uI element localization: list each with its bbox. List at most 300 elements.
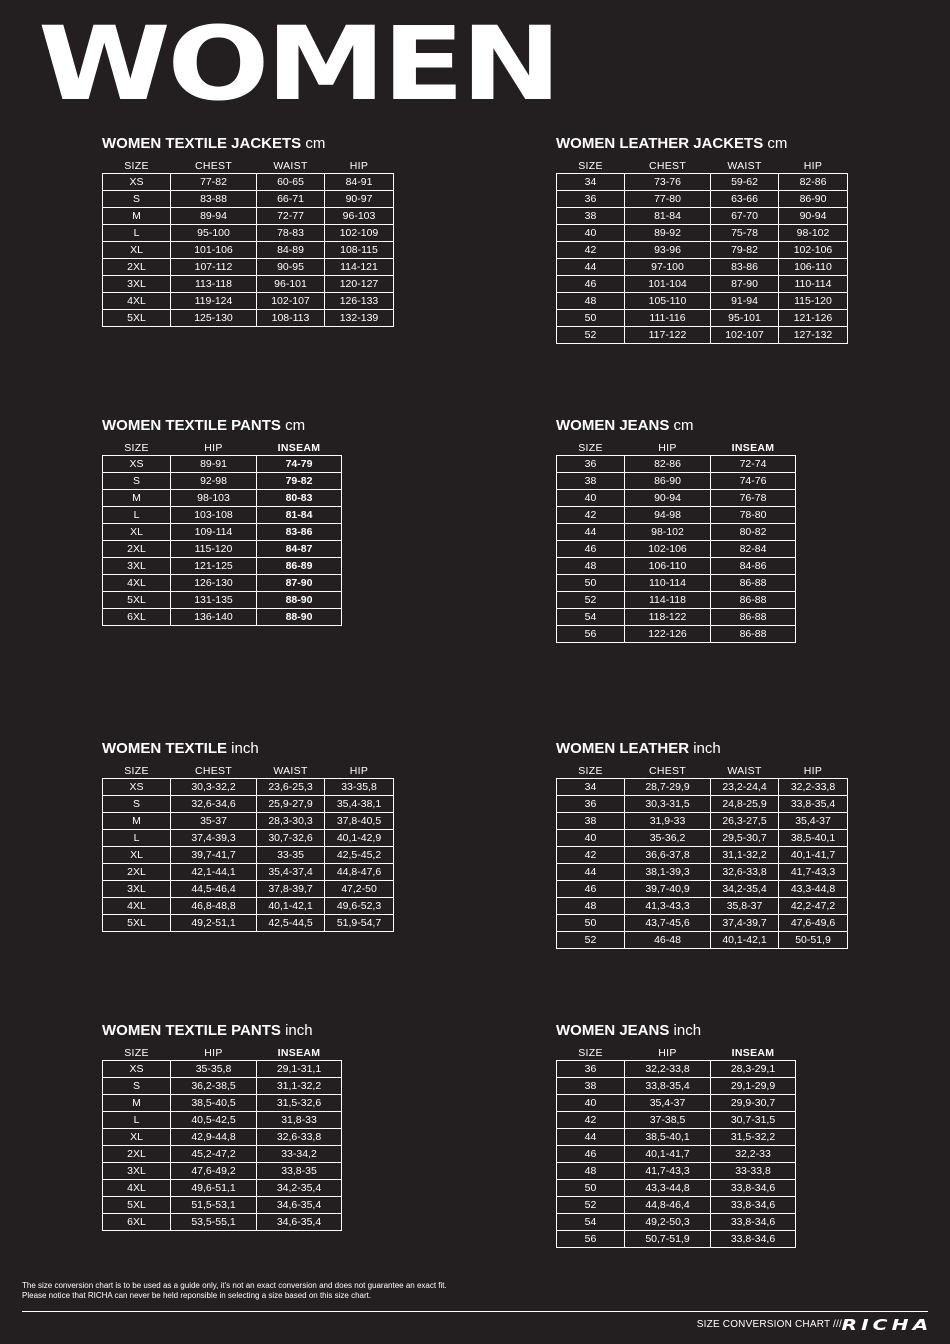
table-cell: 111-116 xyxy=(625,310,711,327)
table-cell: 33,8-34,6 xyxy=(711,1180,796,1197)
table-cell: 33,8-35,4 xyxy=(779,796,848,813)
table-cell: 41,7-43,3 xyxy=(625,1163,711,1180)
table-cell: 89-91 xyxy=(171,456,257,473)
table-cell: 86-88 xyxy=(711,575,796,592)
column-header: WAIST xyxy=(273,764,308,777)
size-table xyxy=(556,763,848,949)
column-header: SIZE xyxy=(124,441,149,454)
table-row xyxy=(557,575,796,592)
table-cell: 84-89 xyxy=(257,242,325,259)
section-title: WOMEN TEXTILE PANTS inch xyxy=(102,1022,313,1039)
table-cell: 34 xyxy=(557,174,625,191)
table-cell: 106-110 xyxy=(625,558,711,575)
table-cell: 40,1-41,7 xyxy=(779,847,848,864)
section-title: WOMEN JEANS inch xyxy=(556,1022,702,1039)
table-cell: 42 xyxy=(557,242,625,259)
table-cell: 38,5-40,1 xyxy=(625,1129,711,1146)
table-row xyxy=(103,575,342,592)
column-header: HIP xyxy=(204,1046,223,1059)
table-cell: 126-130 xyxy=(171,575,257,592)
table-row xyxy=(103,864,394,881)
table-cell: 25,9-27,9 xyxy=(257,796,325,813)
table-cell: 44 xyxy=(557,524,625,541)
table-cell: 102-107 xyxy=(711,327,779,344)
table-row xyxy=(557,796,848,813)
table-cell: 49,6-51,1 xyxy=(171,1180,257,1197)
table-cell: 43,3-44,8 xyxy=(625,1180,711,1197)
table-cell: 53,5-55,1 xyxy=(171,1214,257,1231)
table-cell: 136-140 xyxy=(171,609,257,626)
table-cell: 50 xyxy=(557,1180,625,1197)
column-header: CHEST xyxy=(194,764,233,777)
table-row xyxy=(557,813,848,830)
table-row xyxy=(103,1061,342,1078)
table-row xyxy=(103,881,394,898)
table-cell: 35,4-37,4 xyxy=(257,864,325,881)
table-row xyxy=(103,915,394,932)
table-row xyxy=(557,1231,796,1248)
table-cell: S xyxy=(103,473,171,490)
table-cell: 38,5-40,1 xyxy=(779,830,848,847)
table-row xyxy=(557,524,796,541)
table-cell: 90-97 xyxy=(325,191,394,208)
table-cell: 84-87 xyxy=(257,541,342,558)
table-cell: 35,4-37 xyxy=(779,813,848,830)
table-cell: 33,8-35 xyxy=(257,1163,342,1180)
table-cell: 4XL xyxy=(103,293,171,310)
table-cell: 89-94 xyxy=(171,208,257,225)
table-cell: XS xyxy=(103,174,171,191)
table-row xyxy=(103,1078,342,1095)
table-cell: 34,6-35,4 xyxy=(257,1197,342,1214)
table-cell: 101-106 xyxy=(171,242,257,259)
table-row xyxy=(557,1129,796,1146)
table-cell: 78-80 xyxy=(711,507,796,524)
section-title: WOMEN LEATHER inch xyxy=(556,740,721,757)
textile-inch-section xyxy=(102,740,394,932)
table-row xyxy=(557,898,848,915)
leather-inch-section xyxy=(556,740,848,949)
table-cell: 102-107 xyxy=(257,293,325,310)
table-cell: 75-78 xyxy=(711,225,779,242)
table-cell: 73-76 xyxy=(625,174,711,191)
table-row xyxy=(103,1163,342,1180)
table-cell: 31,1-32,2 xyxy=(711,847,779,864)
table-cell: 37,8-39,7 xyxy=(257,881,325,898)
table-cell: M xyxy=(103,813,171,830)
table-cell: 45,2-47,2 xyxy=(171,1146,257,1163)
section-title: WOMEN TEXTILE PANTS cm xyxy=(102,417,306,434)
table-row xyxy=(103,813,394,830)
table-cell: 6XL xyxy=(103,609,171,626)
table-cell: 2XL xyxy=(103,259,171,276)
table-cell: 59-62 xyxy=(711,174,779,191)
table-cell: 110-114 xyxy=(625,575,711,592)
table-cell: XS xyxy=(103,456,171,473)
table-cell: 35,8-37 xyxy=(711,898,779,915)
table-cell: 110-114 xyxy=(779,276,848,293)
table-cell: 33-35,8 xyxy=(325,779,394,796)
table-cell: 47,2-50 xyxy=(325,881,394,898)
table-cell: 103-108 xyxy=(171,507,257,524)
table-cell: 34,6-35,4 xyxy=(257,1214,342,1231)
table-cell: 82-86 xyxy=(625,456,711,473)
table-cell: 117-122 xyxy=(625,327,711,344)
table-cell: 121-126 xyxy=(779,310,848,327)
table-cell: 29,9-30,7 xyxy=(711,1095,796,1112)
table-row xyxy=(557,830,848,847)
table-cell: 40,1-41,7 xyxy=(625,1146,711,1163)
column-header: INSEAM xyxy=(731,441,775,454)
table-cell: 47,6-49,2 xyxy=(171,1163,257,1180)
table-cell: 28,3-30,3 xyxy=(257,813,325,830)
table-cell: 2XL xyxy=(103,541,171,558)
table-row xyxy=(557,1078,796,1095)
table-cell: 63-66 xyxy=(711,191,779,208)
disclaimer-line: The size conversion chart is to be used as a guide only, it's not an exact conversion and does not guarantee an exact fit. xyxy=(22,1281,447,1290)
table-cell: 23,6-25,3 xyxy=(257,779,325,796)
column-header: CHEST xyxy=(648,159,687,172)
table-row xyxy=(103,507,342,524)
table-cell: 102-106 xyxy=(625,541,711,558)
table-row xyxy=(103,558,342,575)
section-title: WOMEN LEATHER JACKETS cm xyxy=(556,135,788,152)
table-cell: 33-35 xyxy=(257,847,325,864)
table-cell: 31,5-32,2 xyxy=(711,1129,796,1146)
table-row xyxy=(557,864,848,881)
leather-jackets-cm-section xyxy=(556,135,848,344)
table-row xyxy=(103,225,394,242)
column-header: HIP xyxy=(803,159,823,172)
table-cell: 90-95 xyxy=(257,259,325,276)
table-row xyxy=(103,208,394,225)
table-row xyxy=(557,276,848,293)
table-row xyxy=(557,208,848,225)
column-header: CHEST xyxy=(194,159,233,172)
size-table xyxy=(102,440,342,626)
table-row xyxy=(557,592,796,609)
textile-pants-cm-section xyxy=(102,417,342,626)
table-cell: 23,2-24,4 xyxy=(711,779,779,796)
table-cell: 35-36,2 xyxy=(625,830,711,847)
table-cell: 36 xyxy=(557,1061,625,1078)
table-cell: 40,1-42,9 xyxy=(325,830,394,847)
table-cell: 86-88 xyxy=(711,609,796,626)
table-cell: 96-103 xyxy=(325,208,394,225)
size-table xyxy=(556,158,848,344)
table-cell: 2XL xyxy=(103,864,171,881)
table-row xyxy=(557,881,848,898)
table-cell: 72-74 xyxy=(711,456,796,473)
table-cell: 28,3-29,1 xyxy=(711,1061,796,1078)
table-cell: 46 xyxy=(557,276,625,293)
table-cell: 5XL xyxy=(103,592,171,609)
table-cell: 33,8-34,6 xyxy=(711,1231,796,1248)
table-row xyxy=(103,174,394,191)
table-cell: 76-78 xyxy=(711,490,796,507)
column-header: SIZE xyxy=(578,159,603,172)
table-cell: 77-80 xyxy=(625,191,711,208)
size-table xyxy=(102,1045,342,1231)
column-header: CHEST xyxy=(648,764,687,777)
table-cell: 38 xyxy=(557,813,625,830)
column-header: HIP xyxy=(349,159,369,172)
table-cell: 40 xyxy=(557,225,625,242)
column-header: SIZE xyxy=(124,764,149,777)
textile-jackets-cm-section xyxy=(102,135,394,327)
table-cell: 109-114 xyxy=(171,524,257,541)
table-cell: 66-71 xyxy=(257,191,325,208)
table-row xyxy=(103,490,342,507)
table-cell: 36 xyxy=(557,191,625,208)
column-header: HIP xyxy=(658,1046,677,1059)
table-cell: 32,2-33 xyxy=(711,1146,796,1163)
table-cell: 31,9-33 xyxy=(625,813,711,830)
table-cell: 79-82 xyxy=(711,242,779,259)
table-cell: 5XL xyxy=(103,310,171,327)
table-row xyxy=(557,174,848,191)
table-cell: M xyxy=(103,1095,171,1112)
table-cell: 82-84 xyxy=(711,541,796,558)
table-cell: 119-124 xyxy=(171,293,257,310)
table-row xyxy=(103,191,394,208)
disclaimer-line: Please notice that RICHA can never be held reponsible in selecting a size based on this size chart. xyxy=(22,1291,372,1300)
table-cell: 87-90 xyxy=(711,276,779,293)
table-cell: M xyxy=(103,208,171,225)
table-cell: 33,8-35,4 xyxy=(625,1078,711,1095)
table-cell: 36,2-38,5 xyxy=(171,1078,257,1095)
table-cell: 37-38,5 xyxy=(625,1112,711,1129)
table-cell: 84-86 xyxy=(711,558,796,575)
table-row xyxy=(557,779,848,796)
table-row xyxy=(557,1163,796,1180)
table-cell: 34,2-35,4 xyxy=(257,1180,342,1197)
table-cell: 47,6-49,6 xyxy=(779,915,848,932)
table-cell: 42,9-44,8 xyxy=(171,1129,257,1146)
table-cell: 42 xyxy=(557,507,625,524)
table-cell: 40 xyxy=(557,490,625,507)
table-cell: 46 xyxy=(557,541,625,558)
table-cell: 86-88 xyxy=(711,592,796,609)
table-cell: 43,3-44,8 xyxy=(779,881,848,898)
richa-logo: RICHA xyxy=(841,1316,932,1334)
table-cell: 54 xyxy=(557,609,625,626)
table-cell: 95-101 xyxy=(711,310,779,327)
table-cell: 6XL xyxy=(103,1214,171,1231)
table-cell: 5XL xyxy=(103,915,171,932)
table-row xyxy=(557,626,796,643)
table-cell: 38 xyxy=(557,473,625,490)
table-cell: 40,5-42,5 xyxy=(171,1112,257,1129)
table-cell: 29,1-31,1 xyxy=(257,1061,342,1078)
table-row xyxy=(557,310,848,327)
table-cell: 86-90 xyxy=(779,191,848,208)
table-row xyxy=(103,242,394,259)
table-cell: 48 xyxy=(557,293,625,310)
size-table xyxy=(556,1045,796,1248)
table-cell: 131-135 xyxy=(171,592,257,609)
table-row xyxy=(103,1112,342,1129)
table-cell: 90-94 xyxy=(779,208,848,225)
table-cell: 26,3-27,5 xyxy=(711,813,779,830)
table-cell: 34,2-35,4 xyxy=(711,881,779,898)
table-cell: 37,4-39,7 xyxy=(711,915,779,932)
column-header: WAIST xyxy=(273,159,308,172)
table-row xyxy=(557,847,848,864)
table-cell: 24,8-25,9 xyxy=(711,796,779,813)
table-cell: XS xyxy=(103,779,171,796)
table-cell: 88-90 xyxy=(257,592,342,609)
table-cell: 83-86 xyxy=(257,524,342,541)
table-row xyxy=(103,1197,342,1214)
table-cell: 36,6-37,8 xyxy=(625,847,711,864)
table-cell: 31,5-32,6 xyxy=(257,1095,342,1112)
table-row xyxy=(103,524,342,541)
table-cell: 98-103 xyxy=(171,490,257,507)
column-header: SIZE xyxy=(578,764,603,777)
table-cell: 32,2-33,8 xyxy=(625,1061,711,1078)
table-cell: 37,8-40,5 xyxy=(325,813,394,830)
table-cell: 30,3-32,2 xyxy=(171,779,257,796)
table-cell: 37,4-39,3 xyxy=(171,830,257,847)
table-cell: 118-122 xyxy=(625,609,711,626)
table-cell: 98-102 xyxy=(779,225,848,242)
column-header: INSEAM xyxy=(277,441,321,454)
table-cell: 4XL xyxy=(103,575,171,592)
table-row xyxy=(103,796,394,813)
table-cell: 114-121 xyxy=(325,259,394,276)
table-cell: 3XL xyxy=(103,558,171,575)
table-cell: 42,5-44,5 xyxy=(257,915,325,932)
table-cell: L xyxy=(103,225,171,242)
table-cell: 87-90 xyxy=(257,575,342,592)
table-cell: 38,1-39,3 xyxy=(625,864,711,881)
table-row xyxy=(557,1214,796,1231)
table-row xyxy=(557,915,848,932)
table-cell: 35,4-38,1 xyxy=(325,796,394,813)
table-row xyxy=(557,490,796,507)
table-cell: 50,7-51,9 xyxy=(625,1231,711,1248)
table-cell: 51,5-53,1 xyxy=(171,1197,257,1214)
table-cell: 132-139 xyxy=(325,310,394,327)
table-row xyxy=(103,473,342,490)
table-cell: 108-113 xyxy=(257,310,325,327)
table-row xyxy=(557,932,848,949)
table-cell: 30,3-31,5 xyxy=(625,796,711,813)
table-cell: 34 xyxy=(557,779,625,796)
table-cell: 44 xyxy=(557,1129,625,1146)
table-cell: 42 xyxy=(557,1112,625,1129)
table-cell: 3XL xyxy=(103,881,171,898)
table-row xyxy=(557,473,796,490)
section-title: WOMEN TEXTILE JACKETS cm xyxy=(102,135,326,152)
table-cell: 35-37 xyxy=(171,813,257,830)
table-cell: XL xyxy=(103,1129,171,1146)
table-cell: 32,6-33,8 xyxy=(711,864,779,881)
table-cell: 46,8-48,8 xyxy=(171,898,257,915)
table-row xyxy=(557,558,796,575)
column-header: HIP xyxy=(204,441,223,454)
column-header: WAIST xyxy=(727,764,762,777)
table-row xyxy=(103,847,394,864)
table-cell: 80-82 xyxy=(711,524,796,541)
table-cell: 2XL xyxy=(103,1146,171,1163)
table-cell: L xyxy=(103,1112,171,1129)
table-cell: L xyxy=(103,830,171,847)
table-cell: 81-84 xyxy=(625,208,711,225)
table-cell: 42 xyxy=(557,847,625,864)
table-cell: 35,4-37 xyxy=(625,1095,711,1112)
table-cell: 46-48 xyxy=(625,932,711,949)
table-row xyxy=(557,191,848,208)
column-header: INSEAM xyxy=(731,1046,775,1059)
table-cell: 52 xyxy=(557,1197,625,1214)
column-header: INSEAM xyxy=(277,1046,321,1059)
table-row xyxy=(103,1129,342,1146)
table-cell: 77-82 xyxy=(171,174,257,191)
table-cell: 115-120 xyxy=(779,293,848,310)
table-cell: 50 xyxy=(557,575,625,592)
table-cell: 48 xyxy=(557,558,625,575)
table-cell: 40 xyxy=(557,830,625,847)
column-header: HIP xyxy=(658,441,677,454)
table-cell: 44 xyxy=(557,864,625,881)
size-table xyxy=(102,763,394,932)
table-row xyxy=(557,242,848,259)
jeans-cm-section xyxy=(556,417,796,643)
table-cell: 29,1-29,9 xyxy=(711,1078,796,1095)
table-cell: 83-86 xyxy=(711,259,779,276)
table-cell: 108-115 xyxy=(325,242,394,259)
table-cell: 42,1-44,1 xyxy=(171,864,257,881)
table-cell: 43,7-45,6 xyxy=(625,915,711,932)
column-header: SIZE xyxy=(124,1046,149,1059)
table-row xyxy=(103,1214,342,1231)
table-row xyxy=(103,830,394,847)
table-cell: 50 xyxy=(557,915,625,932)
table-cell: 46 xyxy=(557,1146,625,1163)
table-row xyxy=(557,507,796,524)
table-cell: 97-100 xyxy=(625,259,711,276)
section-title: WOMEN TEXTILE inch xyxy=(102,740,259,757)
table-row xyxy=(103,1146,342,1163)
table-cell: 41,3-43,3 xyxy=(625,898,711,915)
table-cell: 30,7-31,5 xyxy=(711,1112,796,1129)
table-cell: 83-88 xyxy=(171,191,257,208)
table-row xyxy=(103,310,394,327)
table-row xyxy=(103,276,394,293)
table-cell: 49,2-51,1 xyxy=(171,915,257,932)
table-cell: 86-90 xyxy=(625,473,711,490)
table-row xyxy=(103,456,342,473)
table-cell: 36 xyxy=(557,796,625,813)
table-cell: 28,7-29,9 xyxy=(625,779,711,796)
table-cell: XL xyxy=(103,847,171,864)
table-cell: 30,7-32,6 xyxy=(257,830,325,847)
table-cell: 50 xyxy=(557,310,625,327)
table-cell: 52 xyxy=(557,932,625,949)
table-cell: 42,2-47,2 xyxy=(779,898,848,915)
table-cell: 122-126 xyxy=(625,626,711,643)
table-cell: 41,7-43,3 xyxy=(779,864,848,881)
table-cell: 125-130 xyxy=(171,310,257,327)
table-cell: 72-77 xyxy=(257,208,325,225)
table-cell: 48 xyxy=(557,898,625,915)
table-cell: 88-90 xyxy=(257,609,342,626)
table-row xyxy=(557,1197,796,1214)
table-cell: 54 xyxy=(557,1214,625,1231)
table-cell: 33,8-34,6 xyxy=(711,1197,796,1214)
